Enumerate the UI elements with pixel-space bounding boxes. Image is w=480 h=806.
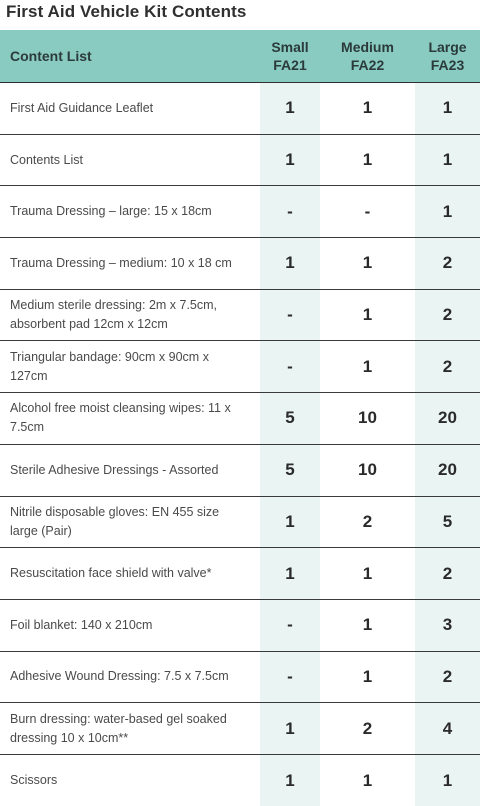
large-quantity: 20 [415, 444, 480, 496]
small-quantity: 1 [260, 754, 320, 806]
small-quantity: 1 [260, 134, 320, 186]
item-name: Medium sterile dressing: 2m x 7.5cm, absorbent pad 12cm x 12cm [0, 289, 260, 341]
table-row [0, 444, 480, 496]
item-name: Triangular bandage: 90cm x 90cm x 127cm [0, 341, 260, 393]
medium-quantity: 10 [320, 444, 415, 496]
large-quantity: 1 [415, 754, 480, 806]
table-header [0, 30, 480, 83]
medium-quantity: 1 [320, 289, 415, 341]
medium-quantity: 2 [320, 703, 415, 755]
table-row [0, 289, 480, 341]
item-name: Trauma Dressing – large: 15 x 18cm [0, 186, 260, 238]
medium-quantity: 1 [320, 754, 415, 806]
small-quantity: - [260, 186, 320, 238]
kit-contents-table [0, 30, 480, 806]
small-quantity: - [260, 599, 320, 651]
size-code: FA23 [430, 57, 465, 73]
small-quantity: - [260, 289, 320, 341]
medium-size-header [320, 30, 415, 83]
small-quantity: 5 [260, 444, 320, 496]
table-row [0, 393, 480, 445]
table-row [0, 754, 480, 806]
size-name: Medium [341, 39, 394, 55]
table-row [0, 134, 480, 186]
medium-quantity: 10 [320, 393, 415, 445]
large-quantity: 4 [415, 703, 480, 755]
large-quantity: 20 [415, 393, 480, 445]
content-list-header: Content List [0, 30, 260, 83]
medium-quantity: 1 [320, 599, 415, 651]
small-quantity: 1 [260, 238, 320, 290]
small-quantity: 1 [260, 548, 320, 600]
table-row [0, 496, 480, 548]
table-row [0, 186, 480, 238]
item-name: Foil blanket: 140 x 210cm [0, 599, 260, 651]
medium-quantity: 1 [320, 134, 415, 186]
size-name: Large [428, 39, 467, 55]
table-row [0, 341, 480, 393]
small-size-header [260, 30, 320, 83]
table-row [0, 548, 480, 600]
large-quantity: 2 [415, 238, 480, 290]
medium-quantity: 2 [320, 496, 415, 548]
table-row [0, 651, 480, 703]
small-quantity: 1 [260, 83, 320, 135]
large-quantity: 1 [415, 83, 480, 135]
large-quantity: 1 [415, 186, 480, 238]
item-name: Nitrile disposable gloves: EN 455 size large (Pair) [0, 496, 260, 548]
size-name: Small [271, 39, 309, 55]
size-code: FA21 [273, 57, 307, 73]
item-name: Trauma Dressing – medium: 10 x 18 cm [0, 238, 260, 290]
item-name: Sterile Adhesive Dressings - Assorted [0, 444, 260, 496]
item-name: First Aid Guidance Leaflet [0, 83, 260, 135]
medium-quantity: 1 [320, 83, 415, 135]
medium-quantity: 1 [320, 548, 415, 600]
item-name: Adhesive Wound Dressing: 7.5 x 7.5cm [0, 651, 260, 703]
size-code: FA22 [350, 57, 385, 73]
large-quantity: 2 [415, 341, 480, 393]
table-row [0, 238, 480, 290]
table-row [0, 703, 480, 755]
large-size-header [415, 30, 480, 83]
large-quantity: 2 [415, 651, 480, 703]
medium-quantity: 1 [320, 651, 415, 703]
item-name: Burn dressing: water-based gel soaked dressing 10 x 10cm** [0, 703, 260, 755]
item-name: Alcohol free moist cleansing wipes: 11 x 7.5cm [0, 393, 260, 445]
table-body [0, 83, 480, 806]
large-quantity: 2 [415, 548, 480, 600]
small-quantity: - [260, 651, 320, 703]
item-name: Resuscitation face shield with valve* [0, 548, 260, 600]
table-row [0, 83, 480, 135]
item-name: Scissors [10, 773, 58, 788]
small-quantity: 1 [260, 703, 320, 755]
large-quantity: 3 [415, 599, 480, 651]
item-name: Contents List [0, 134, 260, 186]
large-quantity: 1 [415, 134, 480, 186]
table-row [0, 599, 480, 651]
large-quantity: 5 [415, 496, 480, 548]
small-quantity: - [260, 341, 320, 393]
header-row [0, 30, 480, 83]
medium-quantity: 1 [320, 238, 415, 290]
small-quantity: 5 [260, 393, 320, 445]
page-title: First Aid Vehicle Kit Contents [6, 2, 247, 21]
medium-quantity: - [320, 186, 415, 238]
medium-quantity: 1 [320, 341, 415, 393]
large-quantity: 2 [415, 289, 480, 341]
small-quantity: 1 [260, 496, 320, 548]
